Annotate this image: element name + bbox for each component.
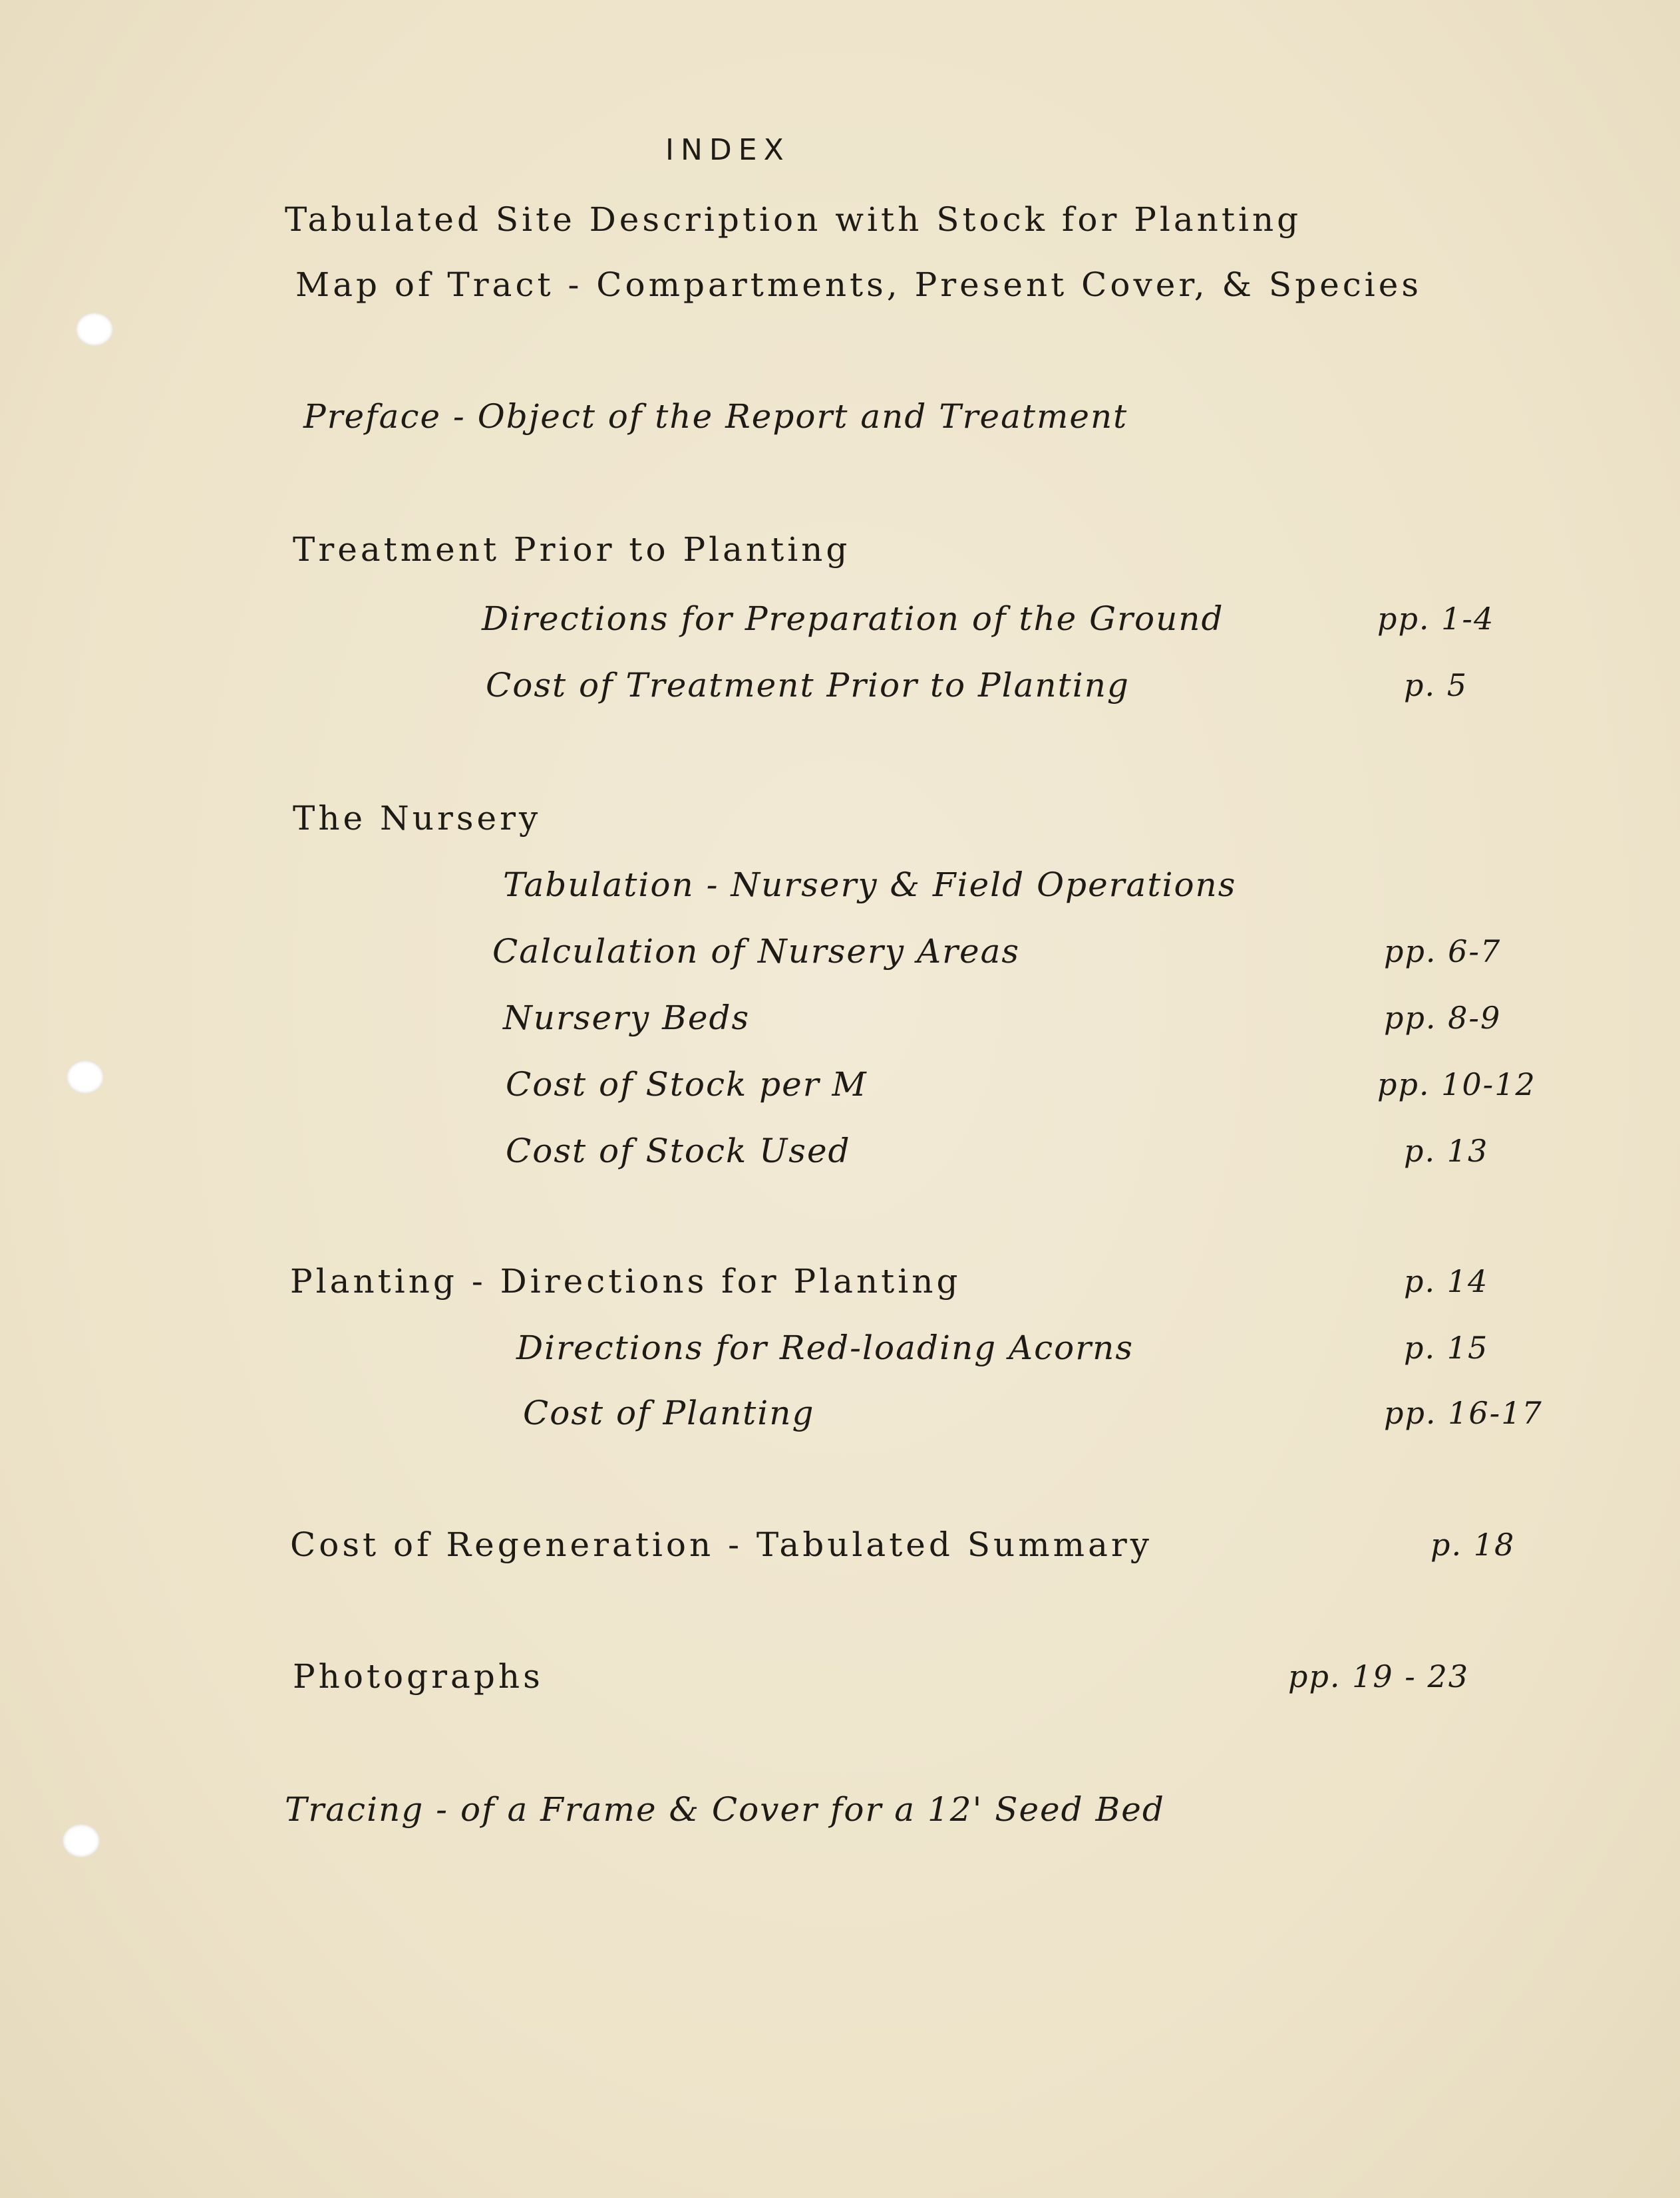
- page-ref: pp. 19 - 23: [1288, 1658, 1469, 1694]
- page-ref: pp. 6-7: [1384, 933, 1502, 969]
- section-heading-planting: Planting - Directions for Planting: [290, 1262, 961, 1301]
- index-entry-preface: Preface - Object of the Report and Treatment: [303, 397, 1128, 436]
- section-heading-nursery: The Nursery: [293, 799, 542, 838]
- index-entry-regeneration-cost: Cost of Regeneration - Tabulated Summary: [290, 1525, 1153, 1564]
- index-entry-tabulation: Tabulation - Nursery & Field Operations: [503, 865, 1237, 904]
- index-entry-map: Map of Tract - Compartments, Present Cover, & Species: [295, 265, 1423, 304]
- index-entry-tracing: Tracing - of a Frame & Cover for a 12' Seed Bed: [285, 1790, 1165, 1829]
- page-ref: pp. 8-9: [1384, 1000, 1502, 1036]
- page-title: INDEX: [665, 133, 790, 167]
- index-entry-ground-preparation: Directions for Preparation of the Ground: [482, 599, 1224, 638]
- punch-hole: [63, 1824, 100, 1857]
- punch-hole: [67, 1060, 104, 1094]
- index-entry-acorns: Directions for Red-loading Acorns: [516, 1329, 1134, 1367]
- page-ref: p. 18: [1430, 1527, 1516, 1563]
- page-ref: p. 13: [1404, 1133, 1489, 1169]
- page-ref: pp. 1-4: [1377, 601, 1495, 637]
- index-entry-planting-cost: Cost of Planting: [523, 1394, 815, 1432]
- page-ref: p. 14: [1404, 1263, 1489, 1299]
- index-entry-site-description: Tabulated Site Description with Stock for Planting: [285, 200, 1302, 239]
- index-entry-photographs: Photographs: [293, 1657, 544, 1696]
- page-ref: p. 15: [1404, 1330, 1489, 1366]
- page-ref: pp. 16-17: [1384, 1395, 1543, 1431]
- section-heading-treatment: Treatment Prior to Planting: [293, 530, 851, 569]
- punch-hole: [76, 313, 113, 346]
- page-ref: p. 5: [1404, 667, 1468, 703]
- page-ref: pp. 10-12: [1377, 1066, 1536, 1102]
- index-entry-treatment-cost: Cost of Treatment Prior to Planting: [486, 666, 1130, 705]
- index-entry-nursery-areas: Calculation of Nursery Areas: [492, 932, 1021, 971]
- index-entry-nursery-beds: Nursery Beds: [503, 999, 751, 1037]
- index-entry-stock-used: Cost of Stock Used: [506, 1132, 851, 1170]
- index-entry-stock-cost-per-m: Cost of Stock per M: [506, 1065, 868, 1104]
